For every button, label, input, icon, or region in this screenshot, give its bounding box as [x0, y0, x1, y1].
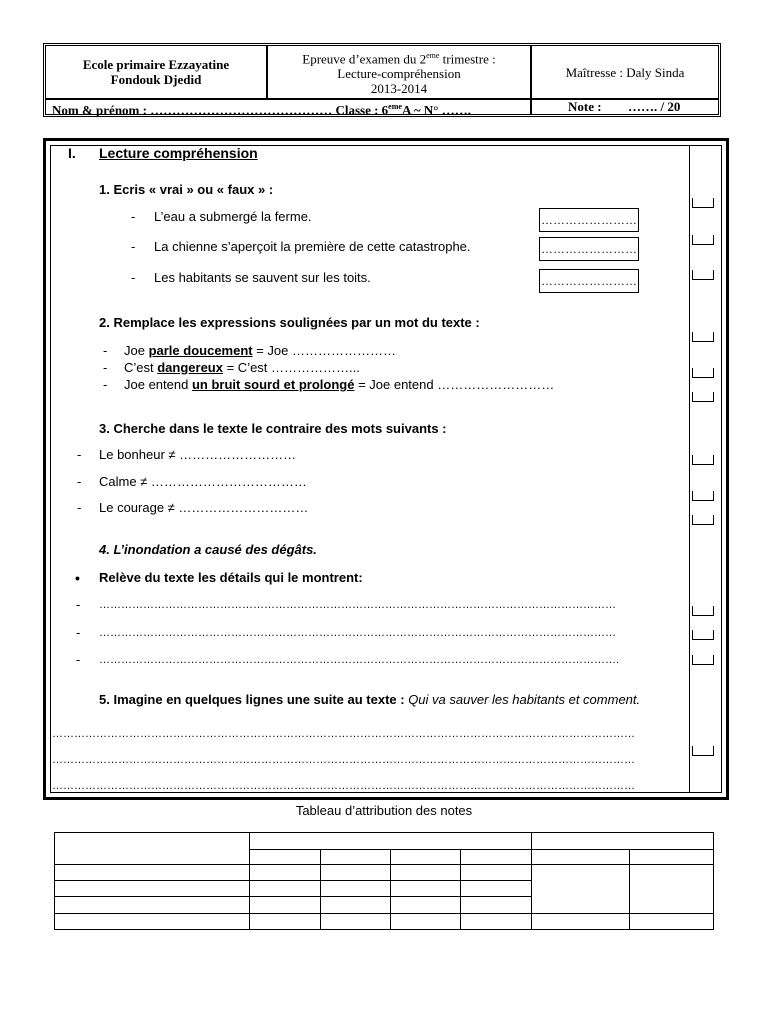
q3-item-1-dash: -: [77, 447, 82, 462]
score-slot[interactable]: [692, 491, 714, 501]
q5-answer-line-2[interactable]: ……………………………………………………………………………………………………………………………………………: [52, 754, 635, 766]
q1-item-3-text: Les habitants se sauvent sur les toits.: [154, 270, 371, 285]
q1-item-2-text: La chienne s’aperçoit la première de cette catastrophe.: [154, 239, 471, 254]
score-slot[interactable]: [692, 455, 714, 465]
q2-item-3-dash: -: [103, 377, 108, 392]
q4-title: 4. L’inondation a causé des dégâts.: [99, 542, 317, 557]
exam-header: [43, 43, 721, 117]
score-column: [689, 146, 690, 792]
score-slot[interactable]: [692, 655, 714, 665]
exam-title: Epreuve d’examen du 2eme trimestre :: [302, 50, 496, 67]
section-number: I.: [68, 145, 76, 161]
q3-item-2[interactable]: Calme ≠ ………………………………: [99, 474, 307, 489]
q2-item-2[interactable]: C’est dangereux = C’est ………………...: [124, 360, 360, 375]
note-value[interactable]: ……. / 20: [628, 99, 681, 114]
q2-title: 2. Remplace les expressions soulignées par un mot du texte :: [99, 315, 480, 330]
q1-item-2-dash: -: [131, 239, 136, 254]
note-label: Note :: [568, 99, 602, 114]
q4-line-3-dash: -: [76, 652, 81, 667]
score-slot[interactable]: [692, 368, 714, 378]
score-slot[interactable]: [692, 332, 714, 342]
q3-title: 3. Cherche dans le texte le contraire des mots suivants :: [99, 421, 447, 436]
exam-year: 2013-2014: [370, 81, 428, 97]
q1-answer-box-1[interactable]: ……………………: [539, 208, 639, 232]
q4-line-2-dash: -: [76, 625, 81, 640]
q4-subtitle: Relève du texte les détails qui le montrent:: [99, 570, 363, 585]
student-name-field[interactable]: Nom & prénom : …………………………………… Classe : 6emeA ~ N° …….: [52, 102, 471, 118]
q1-item-1-text: L’eau a submergé la ferme.: [154, 209, 312, 224]
q5-title: 5. Imagine en quelques lignes une suite au texte : Qui va sauver les habitants et comment.: [99, 692, 641, 707]
school-location: Fondouk Djedid: [110, 72, 202, 87]
q2-item-2-dash: -: [103, 360, 108, 375]
exam-info-cell: [268, 46, 530, 98]
score-slot[interactable]: [692, 515, 714, 525]
school-name: Ecole primaire Ezzayatine: [82, 57, 230, 72]
teacher-name: Maîtresse : Daly Sinda: [565, 64, 685, 80]
q3-item-3-dash: -: [77, 500, 82, 515]
q4-line-1-dash: -: [76, 597, 81, 612]
q5-answer-line-3[interactable]: ……………………………………………………………………………………………………………………………………………: [52, 780, 635, 792]
q3-item-1[interactable]: Le bonheur ≠ ………………………: [99, 447, 297, 462]
score-slot[interactable]: [692, 606, 714, 616]
q1-item-1-dash: -: [131, 209, 136, 224]
q4-answer-line-1[interactable]: ……………………………………………………………………………………………………………………………: [99, 599, 616, 611]
q2-item-1-dash: -: [103, 343, 108, 358]
grading-table-title: Tableau d’attribution des notes: [295, 803, 473, 818]
teacher-cell: [532, 46, 718, 98]
q4-answer-line-3[interactable]: …………………………………………………………………………………………………………………………….: [99, 654, 620, 666]
score-slot[interactable]: [692, 235, 714, 245]
exam-subject: Lecture-compréhension: [337, 66, 461, 82]
q3-item-3[interactable]: Le courage ≠ …………………………: [99, 500, 309, 515]
q4-bullet: •: [75, 570, 80, 586]
q5-answer-line-1[interactable]: ……………………………………………………………………………………………………………………………………………: [52, 728, 635, 740]
grading-table: [54, 832, 714, 930]
q2-item-1[interactable]: Joe parle doucement = Joe ……………………: [124, 343, 396, 358]
score-slot[interactable]: [692, 392, 714, 402]
score-slot[interactable]: [692, 630, 714, 640]
q4-answer-line-2[interactable]: ……………………………………………………………………………………………………………………………: [99, 627, 616, 639]
q1-answer-box-3[interactable]: ……………………: [539, 269, 639, 293]
q1-title: 1. Ecris « vrai » ou « faux » :: [99, 182, 274, 197]
school-cell: [46, 46, 266, 98]
q2-item-3[interactable]: Joe entend un bruit sourd et prolongé = Joe entend ………………………: [124, 377, 555, 392]
q1-item-3-dash: -: [131, 270, 136, 285]
score-slot[interactable]: [692, 270, 714, 280]
q3-item-2-dash: -: [77, 474, 82, 489]
section-title: Lecture compréhension: [99, 145, 258, 161]
score-slot[interactable]: [692, 746, 714, 756]
q1-answer-box-2[interactable]: ……………………: [539, 237, 639, 261]
score-slot[interactable]: [692, 198, 714, 208]
